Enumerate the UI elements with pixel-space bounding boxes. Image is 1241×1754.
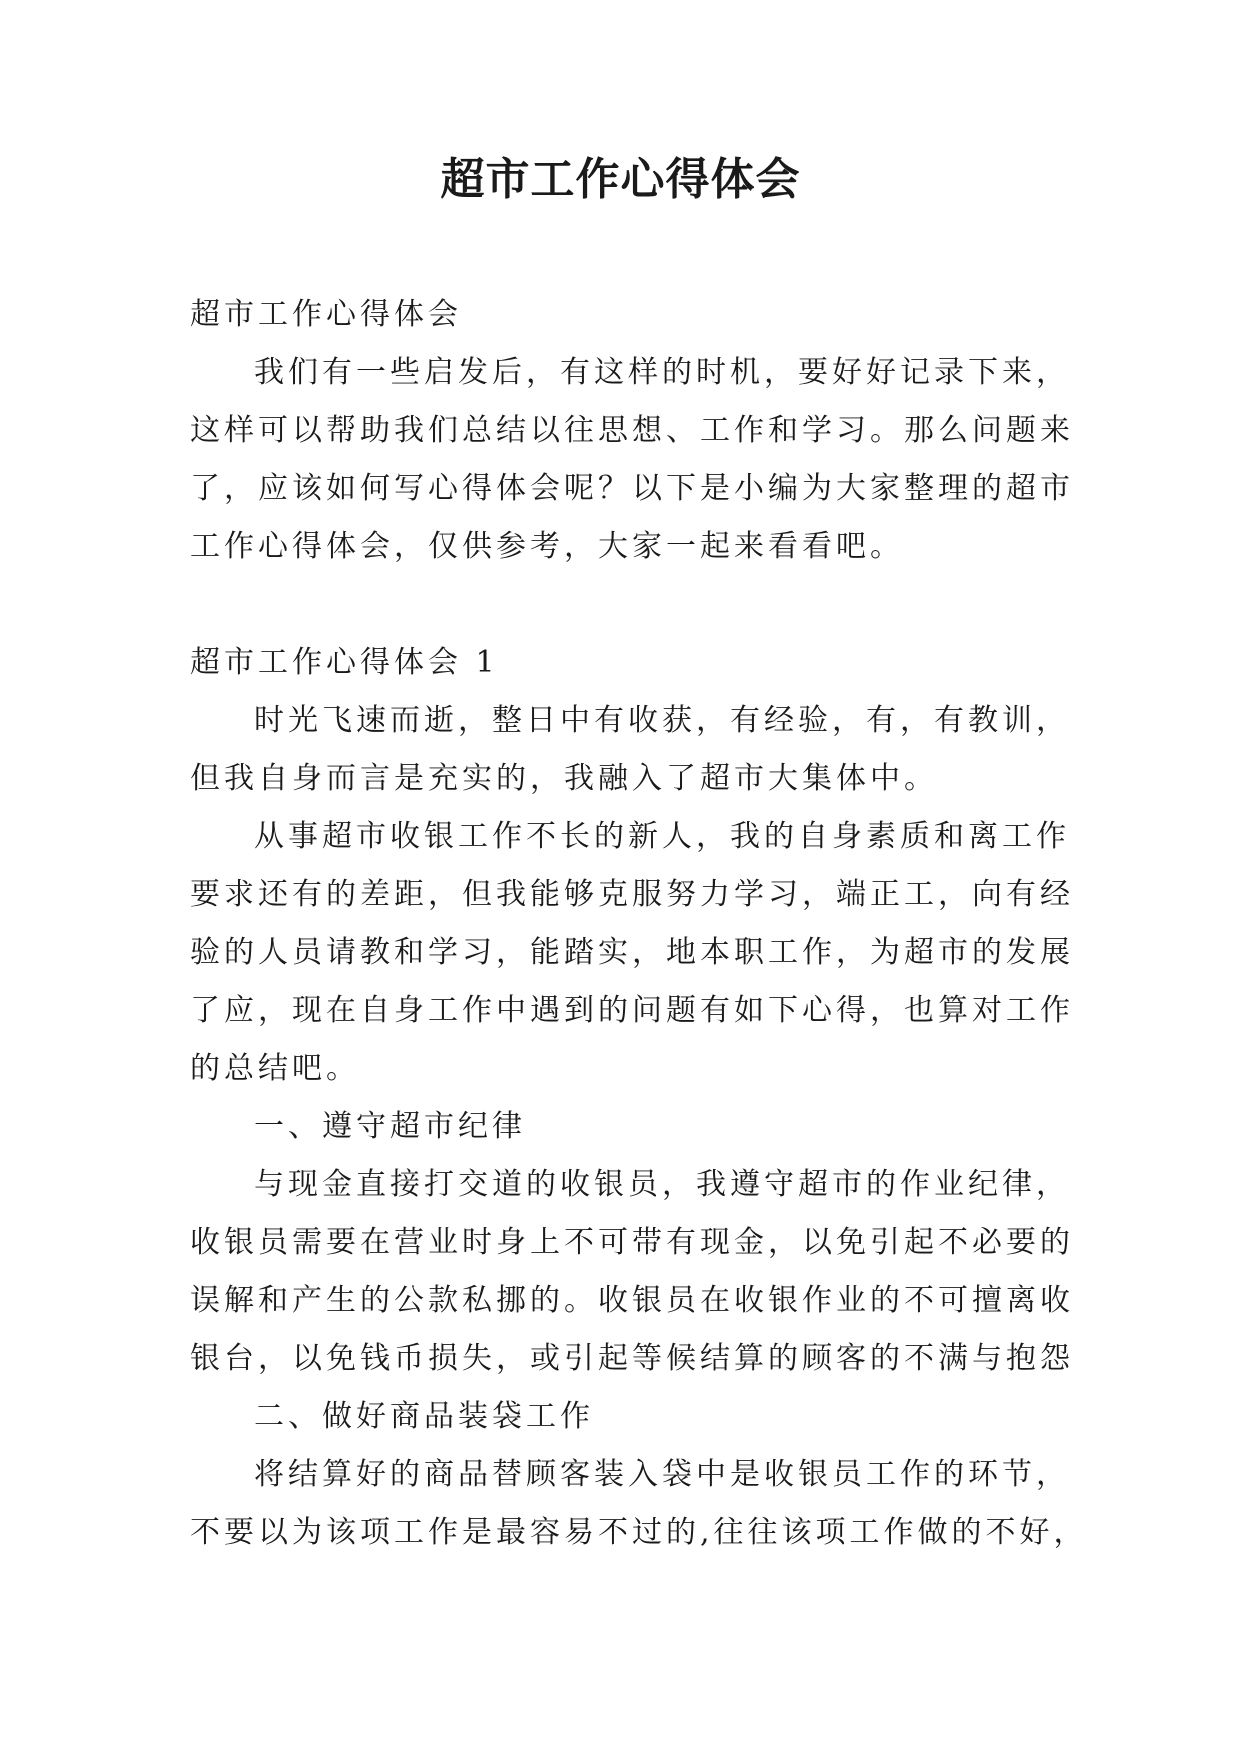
text-line: 超市工作心得体会 — [190, 297, 462, 332]
text-line: 验的人员请教和学习，能踏实，地本职工作，为超市的发展 — [190, 935, 1074, 970]
text-line: 的总结吧。 — [190, 1051, 360, 1086]
text-line: 从事超市收银工作不长的新人，我的自身素质和离工作 — [254, 819, 1070, 854]
text-line: 将结算好的商品替顾客装入袋中是收银员工作的环节， — [254, 1457, 1070, 1492]
text-line: 超市工作心得体会 1 — [190, 645, 499, 680]
text-line: 二、做好商品装袋工作 — [254, 1399, 594, 1434]
text-line: 收银员需要在营业时身上不可带有现金，以免引起不必要的 — [190, 1225, 1074, 1260]
text-line: 了应，现在自身工作中遇到的问题有如下心得，也算对工作 — [190, 993, 1074, 1028]
text-line: 我们有一些启发后，有这样的时机，要好好记录下来， — [254, 355, 1070, 390]
text-line: 了，应该如何写心得体会呢？以下是小编为大家整理的超市 — [190, 471, 1074, 506]
document-body — [190, 286, 1088, 1562]
text-line: 银台，以免钱币损失，或引起等候结算的顾客的不满与抱怨 — [190, 1341, 1074, 1376]
text-line: 这样可以帮助我们总结以往思想、工作和学习。那么问题来 — [190, 413, 1074, 448]
paragraph-gap — [190, 576, 1060, 634]
text-line: 工作心得体会，仅供参考，大家一起来看看吧。 — [190, 529, 904, 564]
text-line: 一、遵守超市纪律 — [254, 1109, 526, 1144]
text-line: 要求还有的差距，但我能够克服努力学习，端正工，向有经 — [190, 877, 1074, 912]
text-line: 时光飞速而逝，整日中有收获，有经验，有，有教训， — [254, 703, 1070, 738]
document-title: 超市工作心得体会 — [440, 154, 801, 205]
text-line: 不要以为该项工作是最容易不过的,往往该项工作做的不好， — [190, 1515, 1088, 1550]
text-line: 误解和产生的公款私挪的。收银员在收银作业的不可擅离收 — [190, 1283, 1074, 1318]
text-line: 但我自身而言是充实的，我融入了超市大集体中。 — [190, 761, 938, 796]
text-line: 与现金直接打交道的收银员，我遵守超市的作业纪律， — [254, 1167, 1070, 1202]
